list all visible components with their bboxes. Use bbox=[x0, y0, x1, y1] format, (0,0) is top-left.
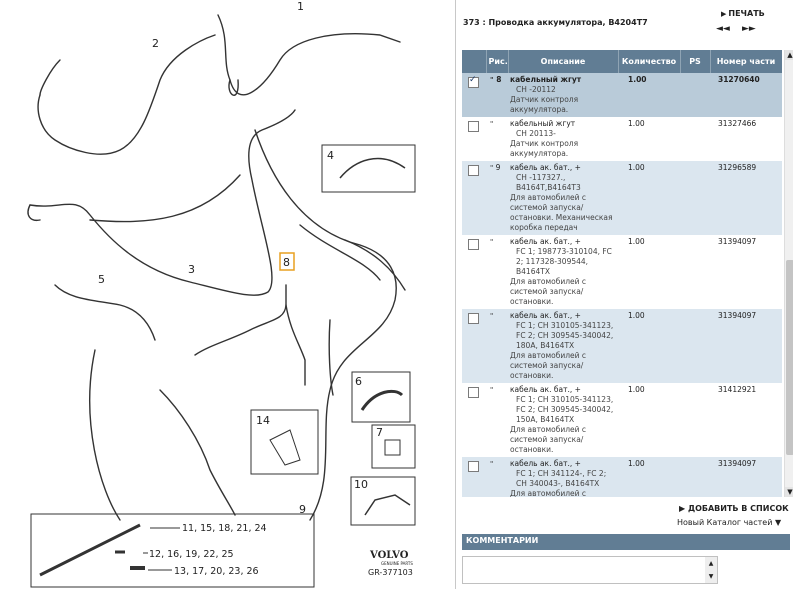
quantity-cell: 1.00 bbox=[618, 457, 680, 497]
quote-mark: " bbox=[490, 386, 494, 394]
part-note: Датчик контроля аккумулятора. bbox=[510, 95, 579, 114]
fig-cell bbox=[486, 73, 508, 117]
table-row[interactable] bbox=[462, 383, 782, 457]
description-cell bbox=[508, 457, 618, 497]
part-note: Для автомобилей с системой запуска/остановки. bbox=[510, 277, 587, 306]
description-cell bbox=[508, 161, 618, 235]
comments-textarea[interactable] bbox=[462, 556, 718, 584]
quantity-cell: 1.00 bbox=[628, 119, 645, 128]
ps-cell bbox=[680, 309, 710, 383]
col-header-select bbox=[462, 50, 486, 73]
parts-table-wrapper bbox=[462, 50, 782, 497]
col-header-part-number: Номер части bbox=[710, 50, 782, 73]
select-cell bbox=[462, 117, 486, 161]
quote-mark: " bbox=[490, 76, 494, 84]
comments-scrollbar[interactable]: ▲ ▼ bbox=[705, 557, 717, 583]
volvo-logo-text: VOLVO bbox=[370, 550, 409, 561]
next-arrow-icon: ►► bbox=[742, 24, 756, 34]
print-arrow-icon: ▶ bbox=[721, 10, 727, 18]
prev-arrow-icon: ◄◄ bbox=[716, 24, 730, 34]
legend-line-2: 12, 16, 19, 22, 25 bbox=[149, 549, 234, 560]
table-scrollbar[interactable] bbox=[784, 50, 793, 497]
select-cell bbox=[462, 161, 486, 235]
catalog-dropdown[interactable] bbox=[677, 518, 781, 527]
col-header-fig: Рис. bbox=[486, 50, 508, 73]
col-header-description: Описание bbox=[508, 50, 618, 73]
row-checkbox[interactable] bbox=[468, 461, 479, 472]
select-cell bbox=[462, 73, 486, 117]
part-number-cell: 31394097 bbox=[710, 309, 782, 383]
callout-5: 5 bbox=[98, 273, 105, 286]
fig-cell bbox=[486, 457, 508, 497]
row-checkbox[interactable] bbox=[468, 121, 479, 132]
description-cell bbox=[508, 235, 618, 309]
callout-3: 3 bbox=[188, 263, 195, 276]
select-cell bbox=[462, 309, 486, 383]
fig-number: 9 bbox=[495, 163, 501, 172]
description-cell bbox=[508, 309, 618, 383]
part-applicability: CH 20113- bbox=[516, 129, 556, 138]
callout-10: 10 bbox=[354, 478, 368, 491]
callout-4: 4 bbox=[327, 149, 334, 162]
quantity-cell: 1.00 bbox=[618, 73, 680, 117]
part-note: Для автомобилей с системой запуска/остановки. bbox=[510, 425, 587, 454]
ps-cell bbox=[680, 73, 710, 117]
quantity-cell: 1.00 bbox=[628, 237, 645, 246]
part-applicability: FC 1; CH 341124-, FC 2; CH 340043-, B4164TX bbox=[516, 469, 607, 488]
part-number-cell: 31327466 bbox=[718, 119, 757, 128]
table-row[interactable] bbox=[462, 161, 782, 235]
ps-cell bbox=[680, 457, 710, 497]
table-row[interactable] bbox=[462, 117, 782, 161]
part-description: кабельный жгут bbox=[510, 75, 582, 84]
description-cell bbox=[508, 73, 618, 117]
quote-mark: " bbox=[490, 460, 494, 468]
scroll-thumb[interactable] bbox=[786, 260, 793, 455]
callout-6: 6 bbox=[355, 375, 362, 388]
quantity-cell: 1.00 bbox=[618, 161, 680, 235]
part-applicability: FC 1; CH 310105-341123, FC 2; CH 309545-340042, 180A, B4164TX bbox=[516, 321, 614, 350]
part-note: Для автомобилей с системой запуска/остановки. bbox=[510, 351, 587, 380]
quantity-cell: 1.00 bbox=[618, 309, 680, 383]
panel-divider bbox=[455, 0, 456, 589]
add-arrow-icon: ▶ bbox=[679, 504, 686, 513]
comments-header: КОММЕНТАРИИ bbox=[462, 534, 790, 550]
table-row[interactable] bbox=[462, 309, 782, 383]
select-cell bbox=[462, 457, 486, 497]
scroll-down-icon[interactable]: ▼ bbox=[785, 487, 793, 497]
chevron-down-icon: ▼ bbox=[774, 518, 782, 527]
part-number-cell: 31412921 bbox=[718, 385, 757, 394]
legend-line-3: 13, 17, 20, 23, 26 bbox=[174, 566, 259, 577]
table-header-row bbox=[462, 50, 782, 73]
detail-box-4 bbox=[322, 145, 415, 192]
part-number-cell: 31296589 bbox=[710, 161, 782, 235]
description-cell bbox=[508, 117, 618, 161]
part-description: кабель ак. бат., + bbox=[510, 385, 581, 394]
row-checkbox[interactable] bbox=[468, 77, 479, 88]
row-checkbox[interactable] bbox=[468, 387, 479, 398]
select-cell bbox=[462, 235, 486, 309]
next-page-button[interactable] bbox=[742, 24, 756, 34]
parts-panel bbox=[457, 0, 793, 589]
col-header-ps: PS bbox=[680, 50, 710, 73]
callout-7: 7 bbox=[376, 426, 383, 439]
fig-cell bbox=[486, 309, 508, 383]
volvo-logo-sub: GENUINE PARTS bbox=[381, 561, 413, 566]
part-description: кабель ак. бат., + bbox=[510, 237, 581, 246]
part-applicability: FC 1; CH 310105-341123, FC 2; CH 309545-340042, 150A, B4164TX bbox=[516, 395, 614, 424]
fig-cell bbox=[486, 383, 508, 457]
part-number-cell: 31394097 bbox=[710, 457, 782, 497]
fig-number: 8 bbox=[496, 75, 502, 84]
part-note: Для автомобилей с bbox=[510, 489, 587, 497]
scroll-up-icon[interactable]: ▲ bbox=[785, 50, 793, 60]
ps-cell bbox=[680, 383, 710, 457]
table-row[interactable] bbox=[462, 457, 782, 497]
quote-mark: " bbox=[490, 312, 494, 320]
col-header-quantity: Количество bbox=[618, 50, 680, 73]
part-applicability: CH -20112 bbox=[516, 85, 556, 94]
fig-cell bbox=[486, 235, 508, 309]
select-cell bbox=[462, 383, 486, 457]
add-to-list-button[interactable]: ▶ ДОБАВИТЬ В СПИСОК bbox=[679, 504, 789, 513]
callout-1: 1 bbox=[297, 0, 304, 13]
quantity-cell: 1.00 bbox=[628, 385, 645, 394]
callout-14: 14 bbox=[256, 414, 270, 427]
part-description: кабель ак. бат., + bbox=[510, 311, 581, 320]
callout-9: 9 bbox=[299, 503, 306, 516]
diagram-ref-code: GR-377103 bbox=[368, 568, 413, 577]
quote-mark: " bbox=[490, 120, 494, 128]
row-checkbox[interactable] bbox=[468, 239, 479, 250]
print-link[interactable]: ▶ ПЕЧАТЬ bbox=[721, 9, 765, 18]
page-title: 373 : Проводка аккумулятора, B4204T7 bbox=[463, 18, 648, 27]
part-number-cell: 31270640 bbox=[710, 73, 782, 117]
fig-cell bbox=[486, 161, 508, 235]
row-checkbox[interactable] bbox=[468, 313, 479, 324]
legend-line-1: 11, 15, 18, 21, 24 bbox=[182, 523, 267, 534]
description-cell bbox=[508, 383, 618, 457]
part-note: Для автомобилей с системой запуска/остановки. Механическая коробка передач bbox=[510, 193, 613, 232]
callout-8: 8 bbox=[283, 256, 290, 269]
ps-cell bbox=[680, 117, 710, 161]
part-description: кабель ак. бат., + bbox=[510, 163, 581, 172]
row-checkbox[interactable] bbox=[468, 165, 479, 176]
part-applicability: FC 1; 198773-310104, FC 2; 117328-309544, B4164TX bbox=[516, 247, 612, 276]
part-description: кабельный жгут bbox=[510, 119, 576, 128]
parts-table bbox=[462, 50, 782, 497]
part-description: кабель ак. бат., + bbox=[510, 459, 581, 468]
quote-mark: " bbox=[490, 238, 494, 246]
ps-cell bbox=[680, 161, 710, 235]
part-applicability: CH -117327., B4164T,B4164T3 bbox=[516, 173, 581, 192]
table-row[interactable] bbox=[462, 73, 782, 117]
part-note: Датчик контроля аккумулятора. bbox=[510, 139, 579, 158]
ps-cell bbox=[680, 235, 710, 309]
prev-page-button[interactable] bbox=[716, 24, 730, 34]
quote-mark: " bbox=[490, 164, 494, 172]
catalog-dropdown-value: Новый Каталог частей bbox=[677, 518, 773, 527]
part-number-cell: 31394097 bbox=[718, 237, 757, 246]
table-row[interactable] bbox=[462, 235, 782, 309]
fig-cell bbox=[486, 117, 508, 161]
callout-2: 2 bbox=[152, 37, 159, 50]
